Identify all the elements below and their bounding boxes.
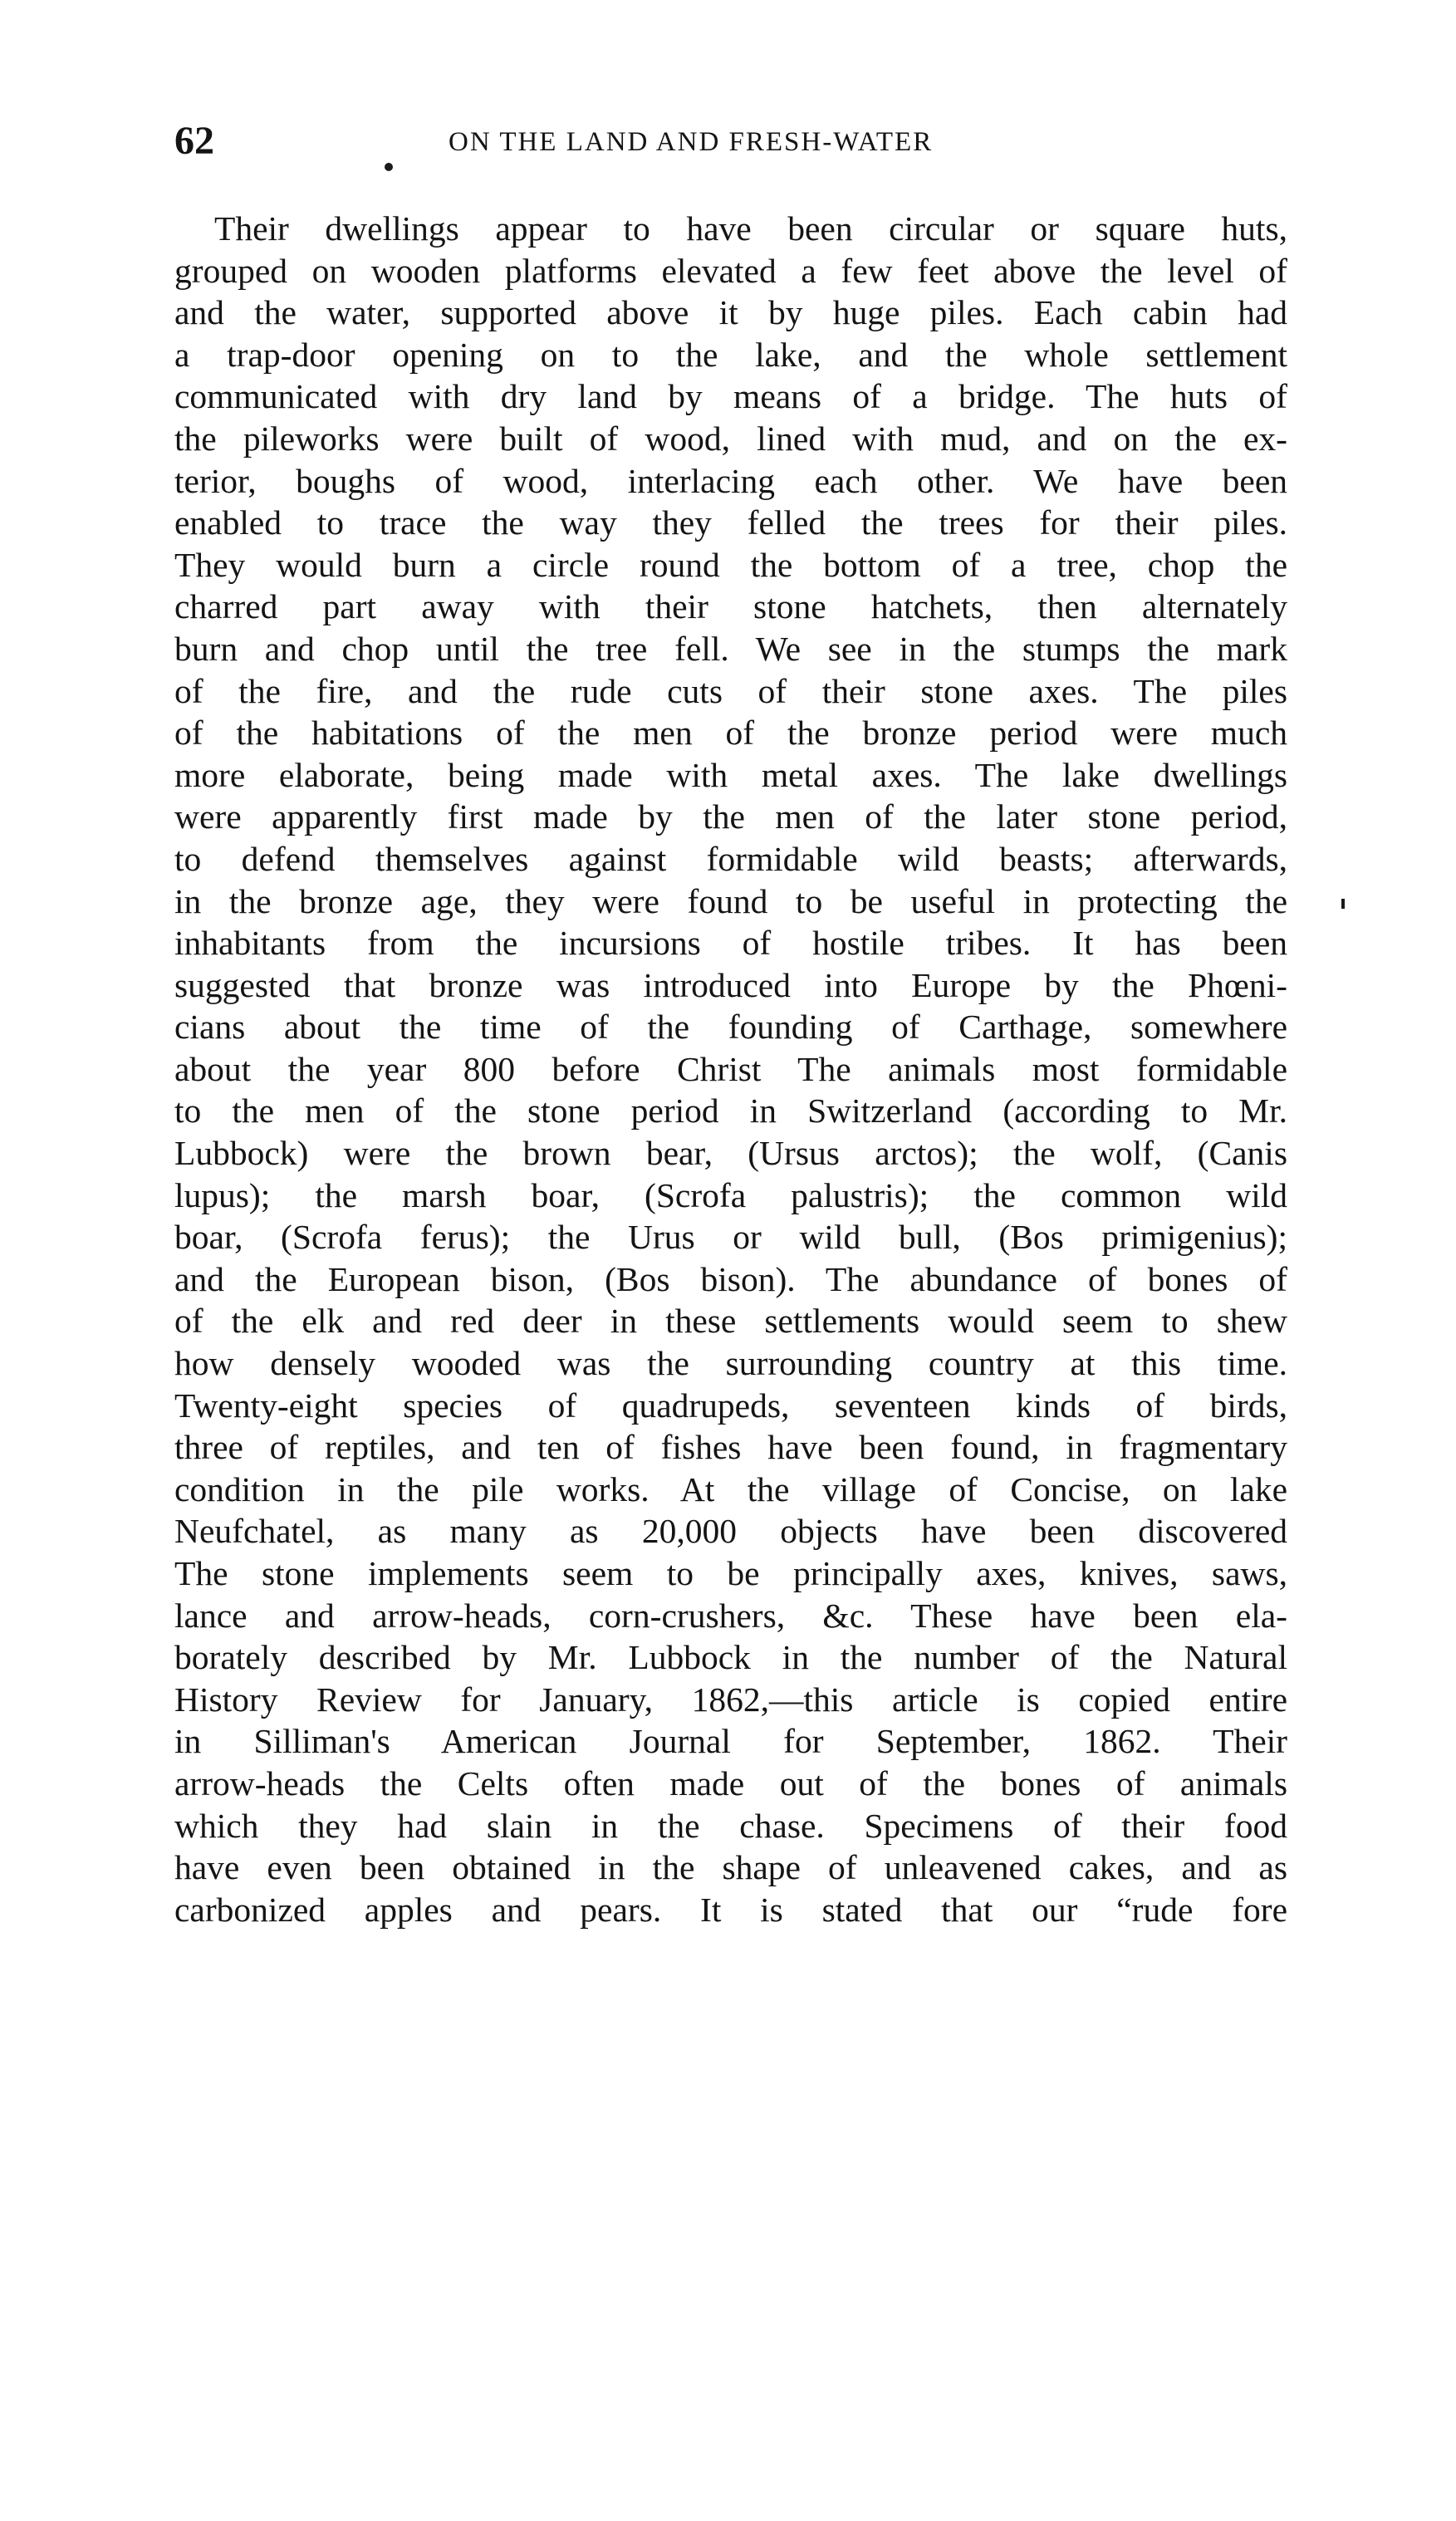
text-line: arrow-heads the Celts often made out of the bones of animals: [174, 1763, 1287, 1802]
ink-stray-mark: [1341, 899, 1345, 909]
page-header: [174, 116, 1287, 166]
text-line: Twenty-eight species of quadrupeds, seventeen kinds of birds,: [174, 1386, 1287, 1425]
text-line: three of reptiles, and ten of fishes have been found, in fragmentary: [174, 1428, 1287, 1467]
text-line: to the men of the stone period in Switzerland (according to Mr.: [174, 1091, 1287, 1131]
text-line: more elaborate, being made with metal axes. The lake dwellings: [174, 755, 1287, 794]
text-line: which they had slain in the chase. Specimens of their food: [174, 1806, 1287, 1845]
text-line: have even been obtained in the shape of unleavened cakes, and as: [174, 1848, 1287, 1887]
text-line: Their dwellings appear to have been circular or square huts,: [214, 209, 1287, 248]
text-line: borately described by Mr. Lubbock in the number of the Natural: [174, 1638, 1287, 1677]
text-line: Lubbock) were the brown bear, (Ursus arctos); the wolf, (Canis: [174, 1134, 1287, 1173]
text-line: and the water, supported above it by huge piles. Each cabin had: [174, 293, 1287, 332]
text-line: suggested that bronze was introduced into Europe by the Phœni-: [174, 965, 1287, 1004]
text-line: about the year 800 before Christ The animals most formidable: [174, 1049, 1287, 1088]
body-text: [174, 208, 1287, 1930]
text-line: cians about the time of the founding of Carthage, somewhere: [174, 1008, 1287, 1047]
ink-dot-mark: [385, 163, 393, 171]
text-line: of the elk and red deer in these settlements would seem to shew: [174, 1302, 1287, 1341]
text-line: terior, boughs of wood, interlacing each other. We have been: [174, 461, 1287, 500]
text-line: condition in the pile works. At the village of Concise, on lake: [174, 1469, 1287, 1508]
text-line: carbonized apples and pears. It is stated that our “rude fore: [174, 1890, 1287, 1929]
text-line: the pileworks were built of wood, lined with mud, and on the ex-: [174, 419, 1287, 458]
text-line: Neufchatel, as many as 20,000 objects have been discovered: [174, 1512, 1287, 1551]
text-line: lance and arrow-heads, corn-crushers, &c. These have been ela-: [174, 1596, 1287, 1635]
text-line: of the habitations of the men of the bronze period were much: [174, 714, 1287, 753]
text-line: History Review for January, 1862,—this article is copied entire: [174, 1680, 1287, 1719]
text-line: The stone implements seem to be principally axes, knives, saws,: [174, 1554, 1287, 1592]
text-line: of the fire, and the rude cuts of their stone axes. The piles: [174, 671, 1287, 710]
text-line: in the bronze age, they were found to be useful in protecting the: [174, 881, 1287, 920]
text-line: and the European bison, (Bos bison). The abundance of bones of: [174, 1259, 1287, 1298]
text-line: a trap-door opening on to the lake, and the whole settlement: [174, 335, 1287, 374]
text-line: boar, (Scrofa ferus); the Urus or wild bull, (Bos primigenius);: [174, 1218, 1287, 1257]
text-line: communicated with dry land by means of a bridge. The huts of: [174, 377, 1287, 416]
text-line: enabled to trace the way they felled the trees for their piles.: [174, 503, 1287, 542]
text-line: lupus); the marsh boar, (Scrofa palustris); the common wild: [174, 1175, 1287, 1214]
text-line: to defend themselves against formidable wild beasts; afterwards,: [174, 839, 1287, 878]
text-line: charred part away with their stone hatchets, then alternately: [174, 587, 1287, 626]
text-line: burn and chop until the tree fell. We see in the stumps the mark: [174, 629, 1287, 668]
text-line: grouped on wooden platforms elevated a few feet above the level of: [174, 251, 1287, 290]
text-line: in Silliman's American Journal for September, 1862. Their: [174, 1722, 1287, 1761]
text-line: were apparently first made by the men of the later stone period,: [174, 797, 1287, 836]
text-line: inhabitants from the incursions of hostile tribes. It has been: [174, 924, 1287, 963]
text-line: They would burn a circle round the bottom of a tree, chop the: [174, 545, 1287, 584]
page-number: 62: [174, 119, 214, 163]
running-title: ON THE LAND AND FRESH-WATER: [449, 127, 934, 157]
text-line: how densely wooded was the surrounding country at this time.: [174, 1344, 1287, 1383]
